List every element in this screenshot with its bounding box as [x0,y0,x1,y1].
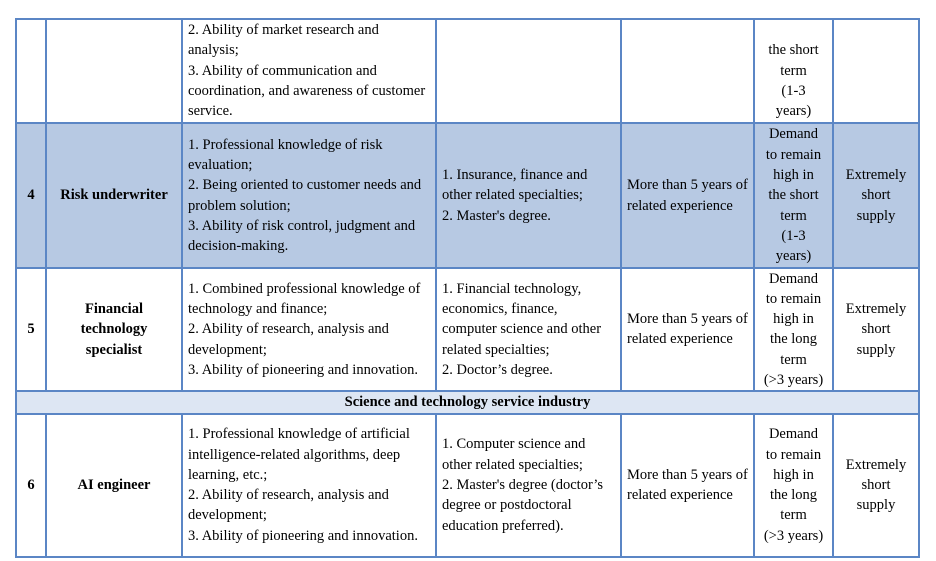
row-number-cell [16,19,46,123]
supply-cell [833,123,919,267]
cell-text-line: 2. Ability of research, analysis and development; [188,321,389,358]
table-row [16,123,919,267]
cell-text-line: 1. Combined professional knowledge of technology and finance; [188,280,421,317]
cell-text-line: term [780,62,807,79]
cell-text-line: 2. Doctor’s degree. [442,361,553,378]
cell-text-line: 3. Ability of pioneering and innovation. [188,527,418,544]
cell-text-line: 2. Ability of research, analysis and development; [188,487,389,524]
cell-text-line: 3. Ability of communication and coordination, and awareness of customer service. [188,62,426,120]
cell-text-line: 2. Being oriented to customer needs and problem solution; [188,177,422,214]
cell-text-line: Extremely [845,301,907,317]
talent-demand-table [15,18,920,558]
cell-text-line: supply [856,497,896,514]
cell-text-line: supply [856,207,896,224]
cell-text-line: 2. Ability of market research and analysis; [188,22,379,59]
experience-cell [621,414,754,557]
cell-text-line: Demand [768,270,819,287]
cell-text-line: high in [773,311,814,328]
cell-text-line: 2. Master's degree (doctor’s degree or postdoctoral education preferred). [442,476,603,534]
cell-text-line: to remain [765,146,822,163]
experience-cell [621,268,754,392]
cell-text-line: term [780,351,807,368]
experience-cell [621,19,754,123]
cell-text-line: the long [769,487,818,504]
supply-cell [833,414,919,557]
cell-text-line: Extremely [845,167,907,184]
cell-text-line: term [780,507,807,524]
cell-text-line: (1-3 [781,227,806,244]
row-number-cell: 5 [16,268,46,392]
position-cell [46,268,182,392]
cell-text-line: (>3 years) [763,527,824,544]
table-row [16,414,919,557]
section-row [16,391,919,413]
cell-text-line: the long [769,331,818,348]
cell-text-line: short [861,321,891,338]
cell-text-line: short [861,187,891,204]
cell-text-line: years) [775,248,812,265]
section-heading: Science and technology service industry [16,391,919,413]
abilities-cell [182,414,436,557]
cell-text-line: 1. Professional knowledge of risk evaluation; [188,136,383,173]
cell-text-line: high in [773,466,814,483]
cell-text-line: the short [768,42,819,59]
supply-cell [833,19,919,123]
supply-cell [833,268,919,392]
cell-text-line: 3. Ability of risk control, judgment and decision-making. [188,217,416,255]
abilities-cell [182,19,436,123]
cell-text-line: to remain [765,446,822,463]
position-cell [46,19,182,123]
cell-text-line: technology [80,321,148,338]
demand-cell [754,414,833,557]
cell-text-line: 1. Insurance, finance and other related specialties; [442,167,588,204]
cell-text-line: (>3 years) [763,372,824,389]
cell-text-line: 1. Professional knowledge of artificial intelligence-related algorithms, deep learning, etc.; [188,426,410,483]
cell-text-line: short [861,476,891,493]
position-cell [46,123,182,267]
experience-cell [621,123,754,267]
abilities-cell [182,268,436,392]
cell-text-line: AI engineer [77,476,151,493]
cell-text-line: 1. Financial technology, economics, finance, computer science and other related specialties; [442,280,602,358]
demand-cell [754,123,833,267]
cell-text-line: 1. Computer science and other related specialties; [442,436,586,473]
cell-text-line: years) [775,103,812,120]
demand-cell [754,268,833,392]
row-number-cell: 4 [16,123,46,267]
cell-text-line: Financial [84,301,143,317]
education-cell [436,19,621,123]
cell-text-line: high in [773,167,814,184]
cell-text-line: (1-3 [781,82,806,99]
cell-text-line: to remain [765,290,822,307]
cell-text-line: Risk underwriter [60,187,168,204]
cell-text-line: the short [768,187,819,204]
row-number-cell: 6 [16,414,46,557]
table-row [16,19,919,123]
cell-text-line: Demand [768,426,819,443]
demand-cell [754,19,833,123]
cell-text-line: More than 5 years of related experience [627,177,748,214]
table-row [16,268,919,392]
cell-text-line: More than 5 years of related experience [627,466,748,504]
cell-text-line: 3. Ability of pioneering and innovation. [188,361,418,378]
cell-text-line: 2. Master's degree. [442,207,551,224]
education-cell [436,268,621,392]
abilities-cell [182,123,436,267]
cell-text-line: specialist [85,341,143,358]
cell-text-line: More than 5 years of related experience [627,311,748,348]
education-cell [436,414,621,557]
education-cell [436,123,621,267]
cell-text-line: Extremely [845,456,907,473]
cell-text-line: term [780,207,807,224]
position-cell [46,414,182,557]
cell-text-line: supply [856,341,896,358]
cell-text-line: Demand [768,126,819,143]
